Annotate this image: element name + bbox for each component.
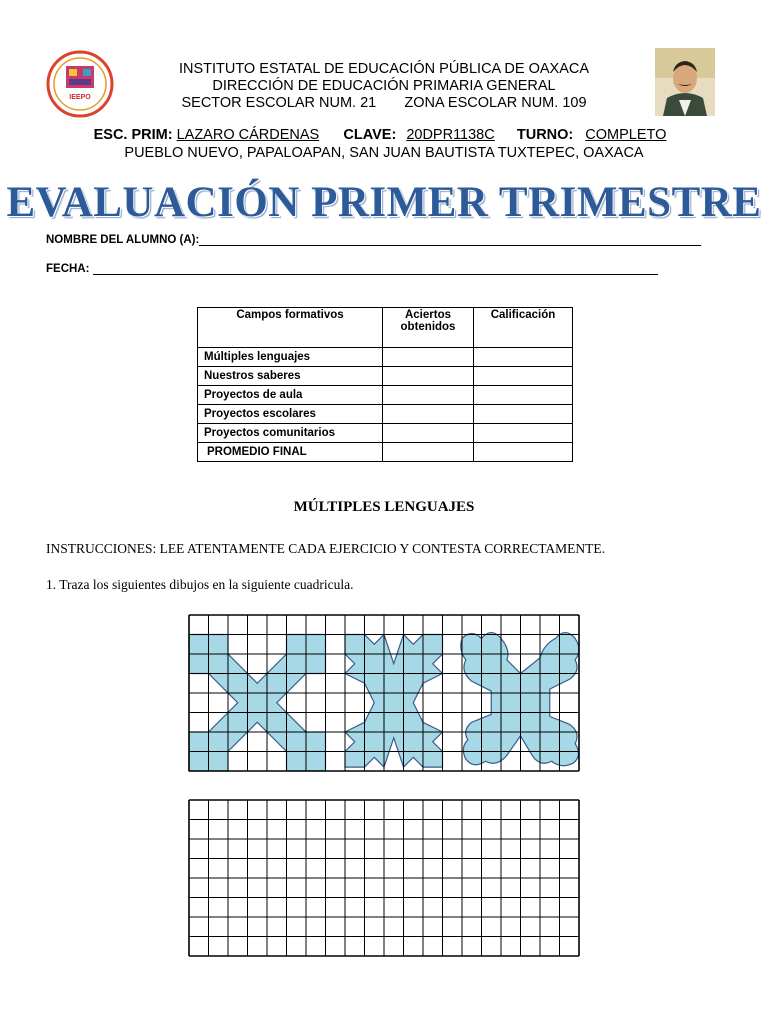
calificacion-cell[interactable]: [474, 424, 573, 443]
row-label: Proyectos de aula: [198, 386, 383, 405]
x-shape-fractal: [461, 633, 579, 766]
school-info: [0, 126, 768, 144]
calificacion-cell[interactable]: [474, 367, 573, 386]
model-grid: [188, 614, 580, 776]
row-label: PROMEDIO FINAL: [198, 443, 383, 462]
section-title: MÚLTIPLES LENGUAJES: [293, 499, 475, 515]
row-label: Proyectos comunitarios: [198, 424, 383, 443]
table-row: [198, 348, 573, 367]
table-row: [198, 424, 573, 443]
grades-table: [197, 307, 573, 462]
portrait-image: [655, 48, 715, 116]
date-line[interactable]: [93, 263, 658, 275]
table-row: [198, 386, 573, 405]
drawing-grid[interactable]: [188, 799, 580, 961]
esc-label: ESC. PRIM:: [93, 127, 173, 143]
x-shape-basic: [189, 635, 326, 772]
aciertos-cell[interactable]: [383, 367, 474, 386]
direction-name: DIRECCIÓN DE EDUCACIÓN PRIMARIA GENERAL: [212, 78, 556, 94]
aciertos-cell[interactable]: [383, 443, 474, 462]
date-label: FECHA:: [46, 263, 90, 275]
student-name-line[interactable]: [199, 234, 701, 246]
table-row: [198, 443, 573, 462]
table-row: [198, 405, 573, 424]
row-label: Proyectos escolares: [198, 405, 383, 424]
header-aciertos: Aciertos obtenidos: [383, 308, 474, 348]
exercise-1-prompt: 1. Traza los siguientes dibujos en la siguiente cuadricula.: [46, 577, 354, 592]
calificacion-cell[interactable]: [474, 405, 573, 424]
header-campos: Campos formativos: [198, 308, 383, 348]
aciertos-cell[interactable]: [383, 348, 474, 367]
row-label: Múltiples lenguajes: [198, 348, 383, 367]
calificacion-cell[interactable]: [474, 348, 573, 367]
school-turno: COMPLETO: [585, 127, 667, 143]
turno-label: TURNO:: [516, 127, 574, 143]
instructions: INSTRUCCIONES: LEE ATENTAMENTE CADA EJERCICIO Y CONTESTA CORRECTAMENTE.: [46, 541, 606, 556]
calificacion-cell[interactable]: [474, 386, 573, 405]
date-field[interactable]: [46, 263, 658, 275]
row-label: Nuestros saberes: [198, 367, 383, 386]
aciertos-cell[interactable]: [383, 386, 474, 405]
table-header-row: [198, 308, 573, 348]
institute-name: INSTITUTO ESTATAL DE EDUCACIÓN PÚBLICA DE OAXACA: [178, 61, 590, 77]
table-row: [198, 367, 573, 386]
sector-zone: SECTOR ESCOLAR NUM. 21 ZONA ESCOLAR NUM. 109: [181, 95, 587, 111]
student-name-label: NOMBRE DEL ALUMNO (A):: [46, 234, 200, 246]
school-clave: 20DPR1138C: [406, 127, 495, 143]
clave-label: CLAVE:: [343, 127, 397, 143]
logo-text: IEEPO: [69, 94, 91, 101]
aciertos-cell[interactable]: [383, 405, 474, 424]
school-location: PUEBLO NUEVO, PAPALOAPAN, SAN JUAN BAUTISTA TUXTEPEC, OAXACA: [124, 145, 644, 161]
calificacion-cell[interactable]: [474, 443, 573, 462]
school-name: LAZARO CÁRDENAS: [176, 127, 320, 143]
student-name-field[interactable]: [46, 234, 701, 246]
exam-title: EVALUACIÓN PRIMER TRIMESTRE: [6, 179, 762, 226]
header-calificacion: Calificación: [474, 308, 573, 348]
aciertos-cell[interactable]: [383, 424, 474, 443]
